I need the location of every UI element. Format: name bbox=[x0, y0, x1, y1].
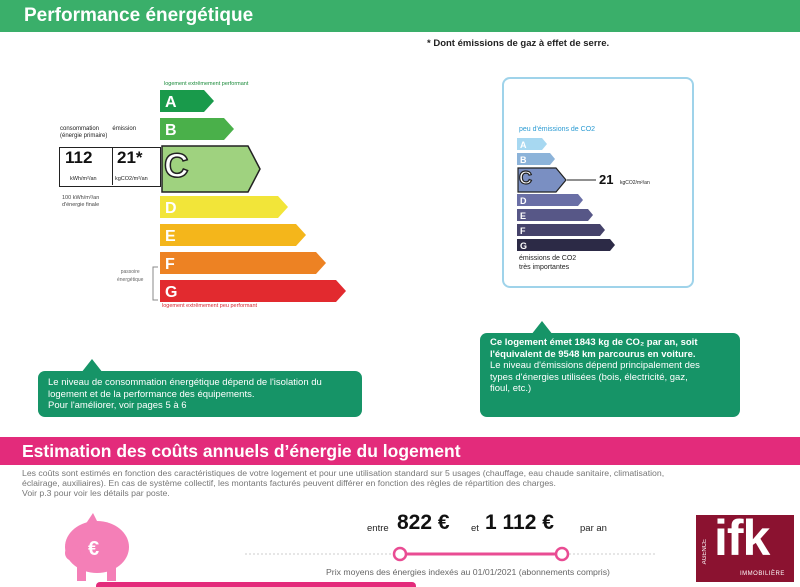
ges-bar-d bbox=[517, 194, 583, 206]
ges-letter-f: F bbox=[520, 226, 526, 236]
dpe-bar-e bbox=[160, 224, 306, 246]
ges-letter-g: G bbox=[520, 241, 528, 251]
conso-sublabel: (énergie primaire) bbox=[60, 133, 108, 139]
conso-label: consommation bbox=[60, 126, 100, 132]
performance-header bbox=[0, 0, 800, 32]
costs-description: Les coûts sont estimés en fonction des caractéristiques de votre logement et pour une utilisation standard sur 5 usages (chauffage, eau chaude sanitaire, climatisation, éclairage, auxiliaires). En cas de système collectif, les montants facturés peuvent différer en fonction des règles de répartition des charges. Voir p.3 pour voir les détails par poste. bbox=[22, 468, 665, 498]
dpe-scale bbox=[158, 88, 358, 303]
logo-immobiliere: IMMOBILIÈRE bbox=[740, 571, 785, 577]
ges-value: 21 bbox=[599, 172, 614, 187]
dpe-bar-f bbox=[160, 252, 326, 274]
ges-bar-g bbox=[517, 239, 615, 251]
costs-header bbox=[0, 437, 800, 465]
cost-et-label: et bbox=[471, 523, 479, 534]
final-energy-caption: 100 kWh/m²/an d'énergie finale bbox=[62, 195, 100, 208]
svg-text:€: € bbox=[88, 538, 100, 560]
ges-letter-d: D bbox=[520, 196, 527, 206]
passoire-label: passoire énergétique bbox=[117, 269, 144, 283]
ges-bar-f bbox=[517, 224, 605, 236]
emission-unit: kgCO2/m²/an bbox=[115, 176, 148, 182]
cost-par-an-label: par an bbox=[580, 523, 607, 534]
ges-unit: kgCO2/m²/an bbox=[620, 180, 650, 186]
dpe-letter-e: E bbox=[165, 228, 176, 245]
ges-top-label: peu d'émissions de CO2 bbox=[519, 126, 596, 133]
prices-note: Prix moyens des énergies indexés au 01/01/2021 (abonnements compris) bbox=[326, 567, 610, 577]
logo-agence: AGENCE bbox=[702, 539, 708, 565]
ges-letter-e: E bbox=[520, 211, 527, 221]
emission-value: 21* bbox=[117, 148, 143, 167]
ifk-logo bbox=[696, 510, 794, 582]
ges-footnote: * Dont émissions de gaz à effet de serre. bbox=[427, 38, 610, 49]
ges-bar-e bbox=[517, 209, 593, 221]
dpe-current-class: C bbox=[164, 147, 189, 185]
emission-info-bubble: Ce logement émet 1843 kg de CO₂ par an, soit l'équivalent de 9548 km parcourus en voiture. Le niveau d'émissions dépend principalement des types d'énergies utilisées (bois, électricité, gaz, fioul, etc.) bbox=[480, 333, 740, 417]
dpe-bar-d bbox=[160, 196, 288, 218]
dpe-letter-a: A bbox=[165, 94, 177, 111]
dpe-letter-g: G bbox=[165, 284, 178, 301]
consumption-unit: kWh/m²/an bbox=[70, 176, 97, 182]
passoire-bracket bbox=[151, 266, 159, 302]
dpe-letter-d: D bbox=[165, 200, 177, 217]
emission-label: émission bbox=[112, 126, 137, 132]
cost-min-value: 822 € bbox=[397, 511, 450, 534]
piggy-bank-icon bbox=[55, 511, 135, 587]
dpe-bottom-label: logement extrêmement peu performant bbox=[162, 303, 258, 309]
dpe-letter-f: F bbox=[165, 256, 175, 273]
costs-title: Estimation des coûts annuels d’énergie du logement bbox=[22, 441, 461, 461]
ges-scale bbox=[516, 137, 621, 253]
dpe-top-label: logement extrêmement performant bbox=[164, 81, 249, 87]
cost-range-slider bbox=[240, 544, 660, 564]
ges-letter-a: A bbox=[520, 140, 527, 150]
consumption-info-bubble: Le niveau de consommation énergétique dépend de l'isolation du logement et de la performance des équipements. Pour l'améliorer, voir pages 5 à 6 bbox=[38, 371, 362, 417]
dpe-bar-g bbox=[160, 280, 346, 302]
ges-letter-b: B bbox=[520, 155, 527, 165]
cost-max-value: 1 112 € bbox=[485, 511, 554, 534]
performance-title: Performance énergétique bbox=[24, 5, 254, 26]
consumption-value: 112 bbox=[65, 148, 93, 167]
ges-bottom-label: émissions de CO2 très importantes bbox=[519, 255, 577, 271]
cost-entre-label: entre bbox=[367, 523, 389, 534]
costs-detail-tab bbox=[96, 582, 416, 587]
logo-text: ifk bbox=[714, 510, 770, 566]
dpe-letter-b: B bbox=[165, 122, 177, 139]
ges-current-class: C bbox=[519, 168, 532, 188]
dpe-conso-caption bbox=[60, 126, 136, 140]
